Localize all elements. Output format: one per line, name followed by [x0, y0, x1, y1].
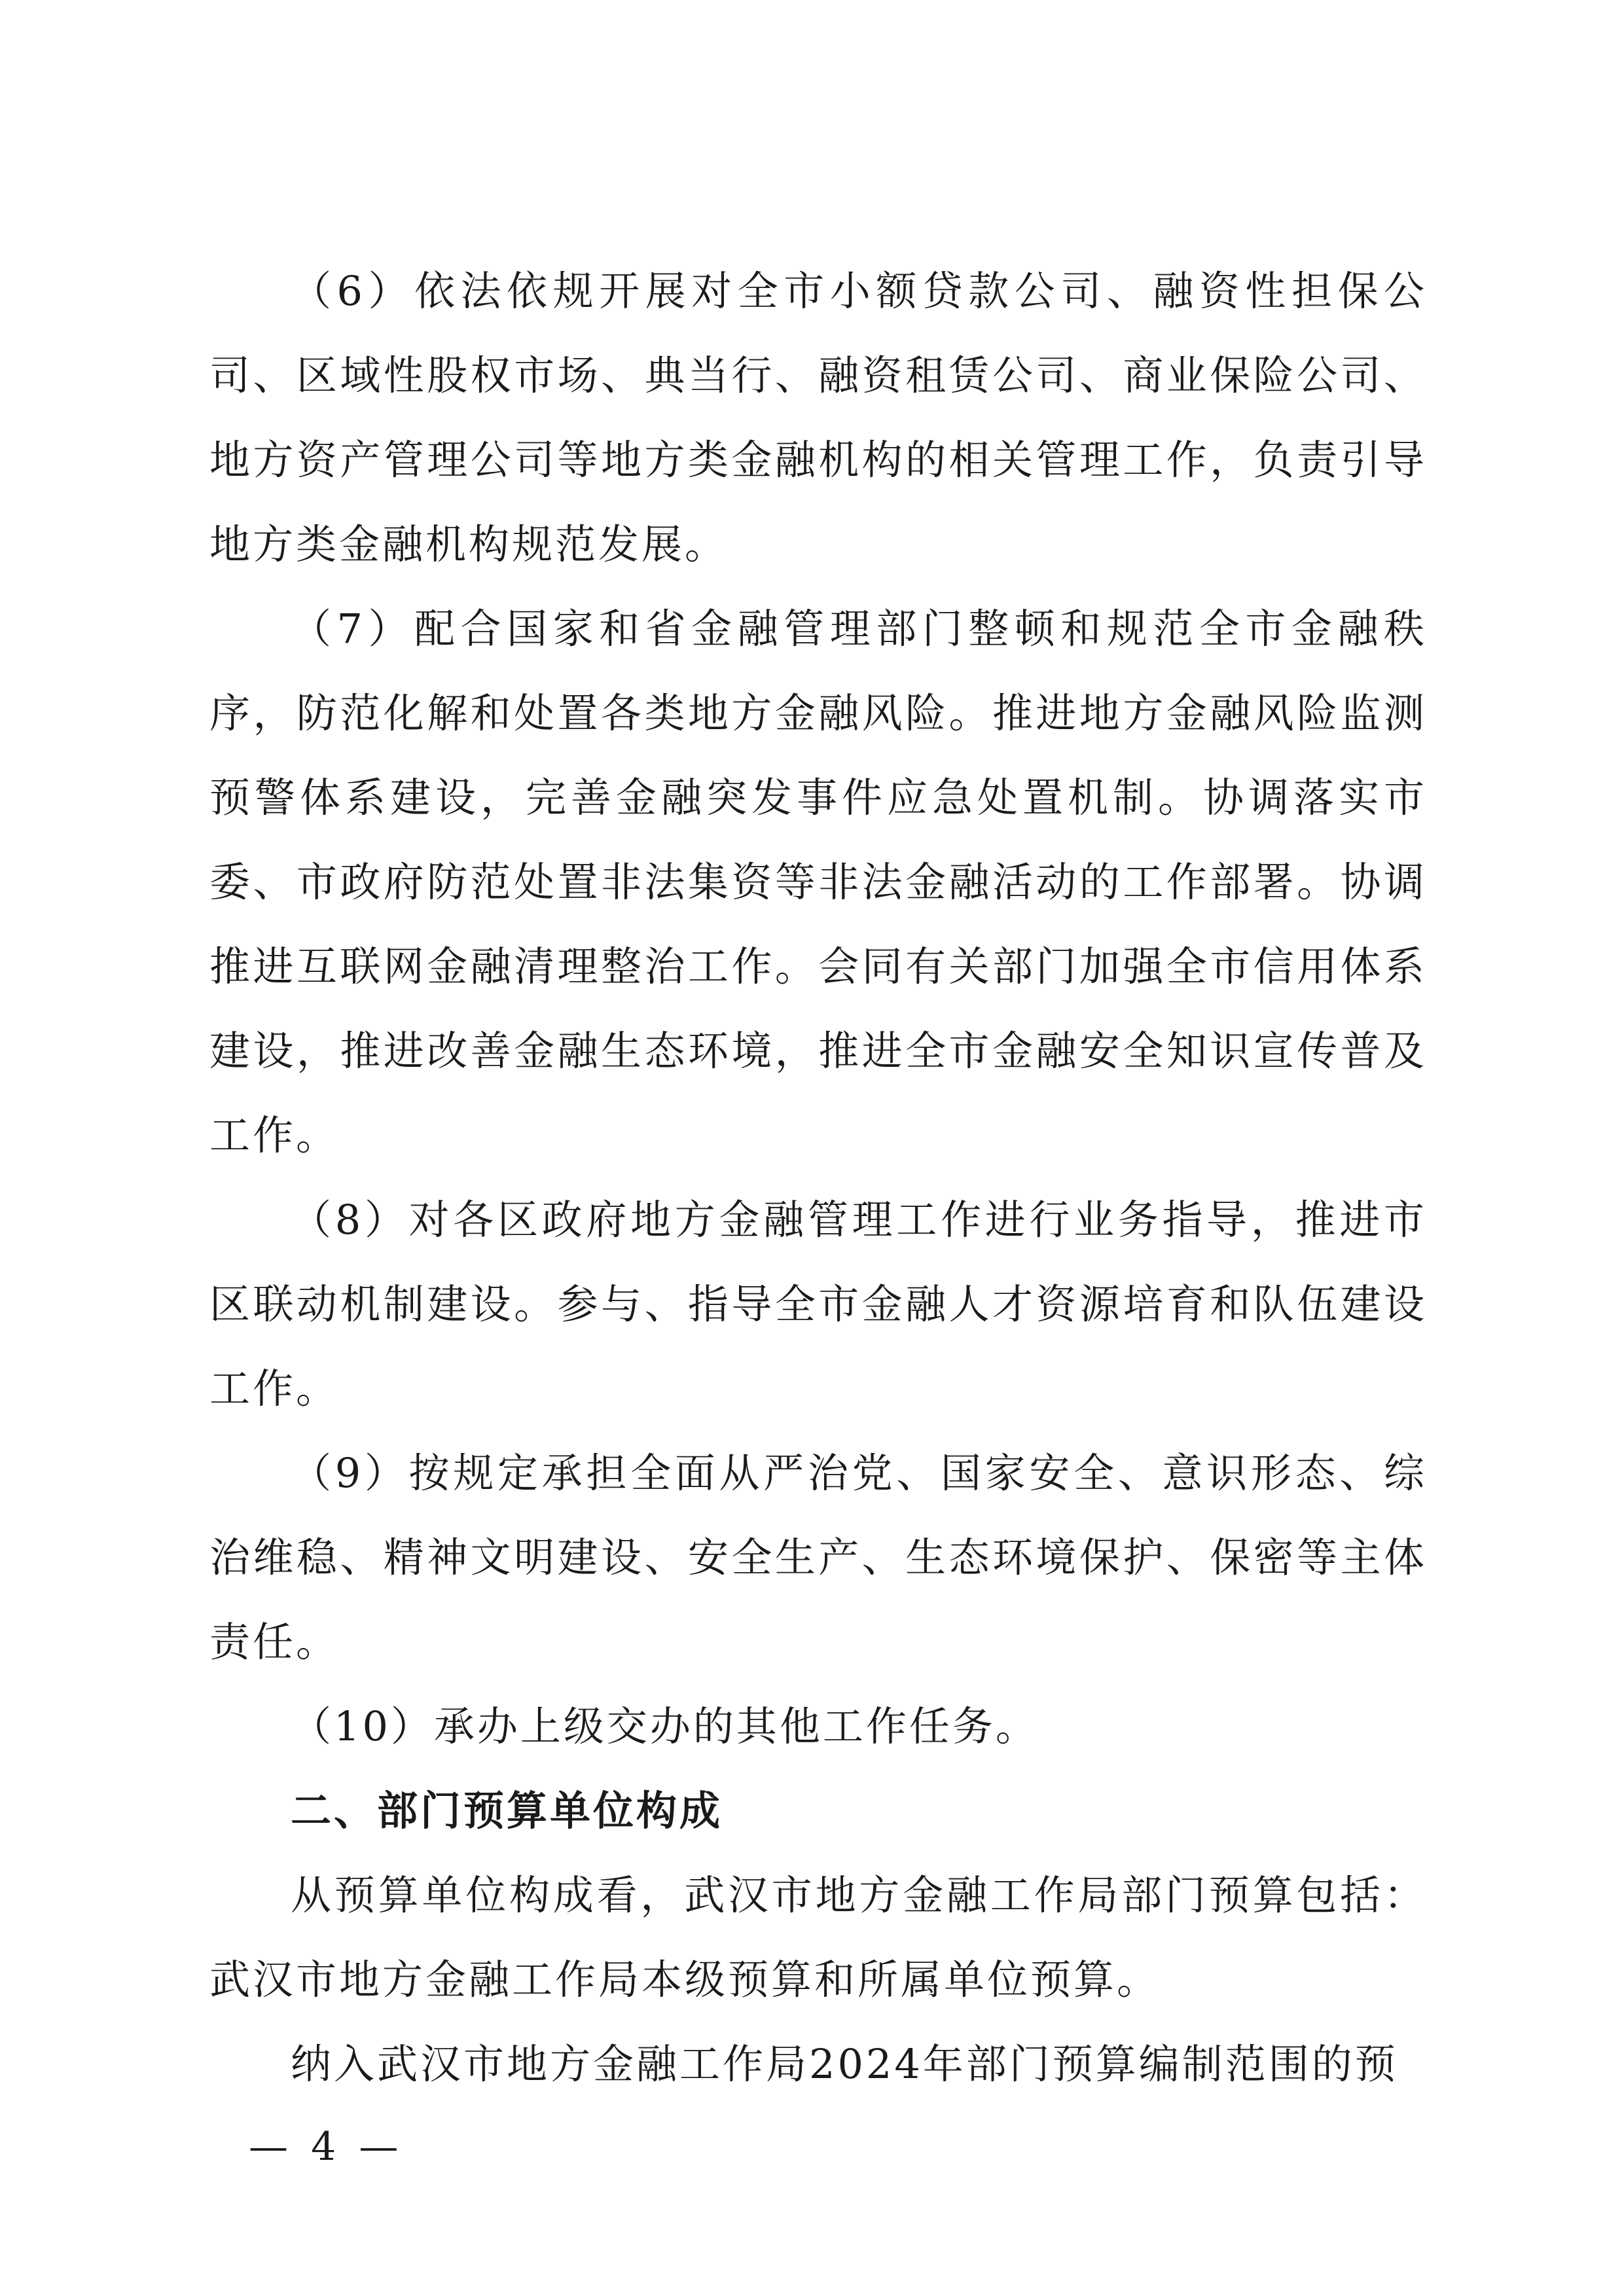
- paragraph-item-6: （6）依法依规开展对全市小额贷款公司、融资性担保公司、区域性股权市场、典当行、融资租赁公司、商业保险公司、地方资产管理公司等地方类金融机构的相关管理工作，负责引导地方类金融机构规范发展。: [209, 267, 1427, 568]
- body-text: [209, 249, 1427, 2106]
- paragraph-item-7: （7）配合国家和省金融管理部门整顿和规范全市金融秩序，防范化解和处置各类地方金融风险。推进地方金融风险监测预警体系建设，完善金融突发事件应急处置机制。协调落实市委、市政府防范处置非法集资等非法金融活动的工作部署。协调推进互联网金融清理整治工作。会同有关部门加强全市信用体系建设，推进改善金融生态环境，推进全市金融安全知识宣传普及工作。: [209, 605, 1427, 1159]
- paragraph-item-8: （8）对各区政府地方金融管理工作进行业务指导，推进市区联动机制建设。参与、指导全市金融人才资源培育和队伍建设工作。: [209, 1196, 1427, 1412]
- page-number: — 4 —: [249, 2124, 404, 2170]
- section-paragraph-units: 从预算单位构成看，武汉市地方金融工作局部门预算包括：武汉市地方金融工作局本级预算和所属单位预算。: [209, 1871, 1427, 2003]
- section-paragraph-scope: 纳入武汉市地方金融工作局2024年部门预算编制范围的预: [291, 2040, 1398, 2088]
- paragraph-item-9: （9）按规定承担全面从严治党、国家安全、意识形态、综治维稳、精神文明建设、安全生产、生态环境保护、保密等主体责任。: [209, 1449, 1427, 1666]
- paragraph-item-10: （10）承办上级交办的其他工作任务。: [291, 1702, 1039, 1750]
- section-heading: 二、部门预算单位构成: [291, 1787, 723, 1835]
